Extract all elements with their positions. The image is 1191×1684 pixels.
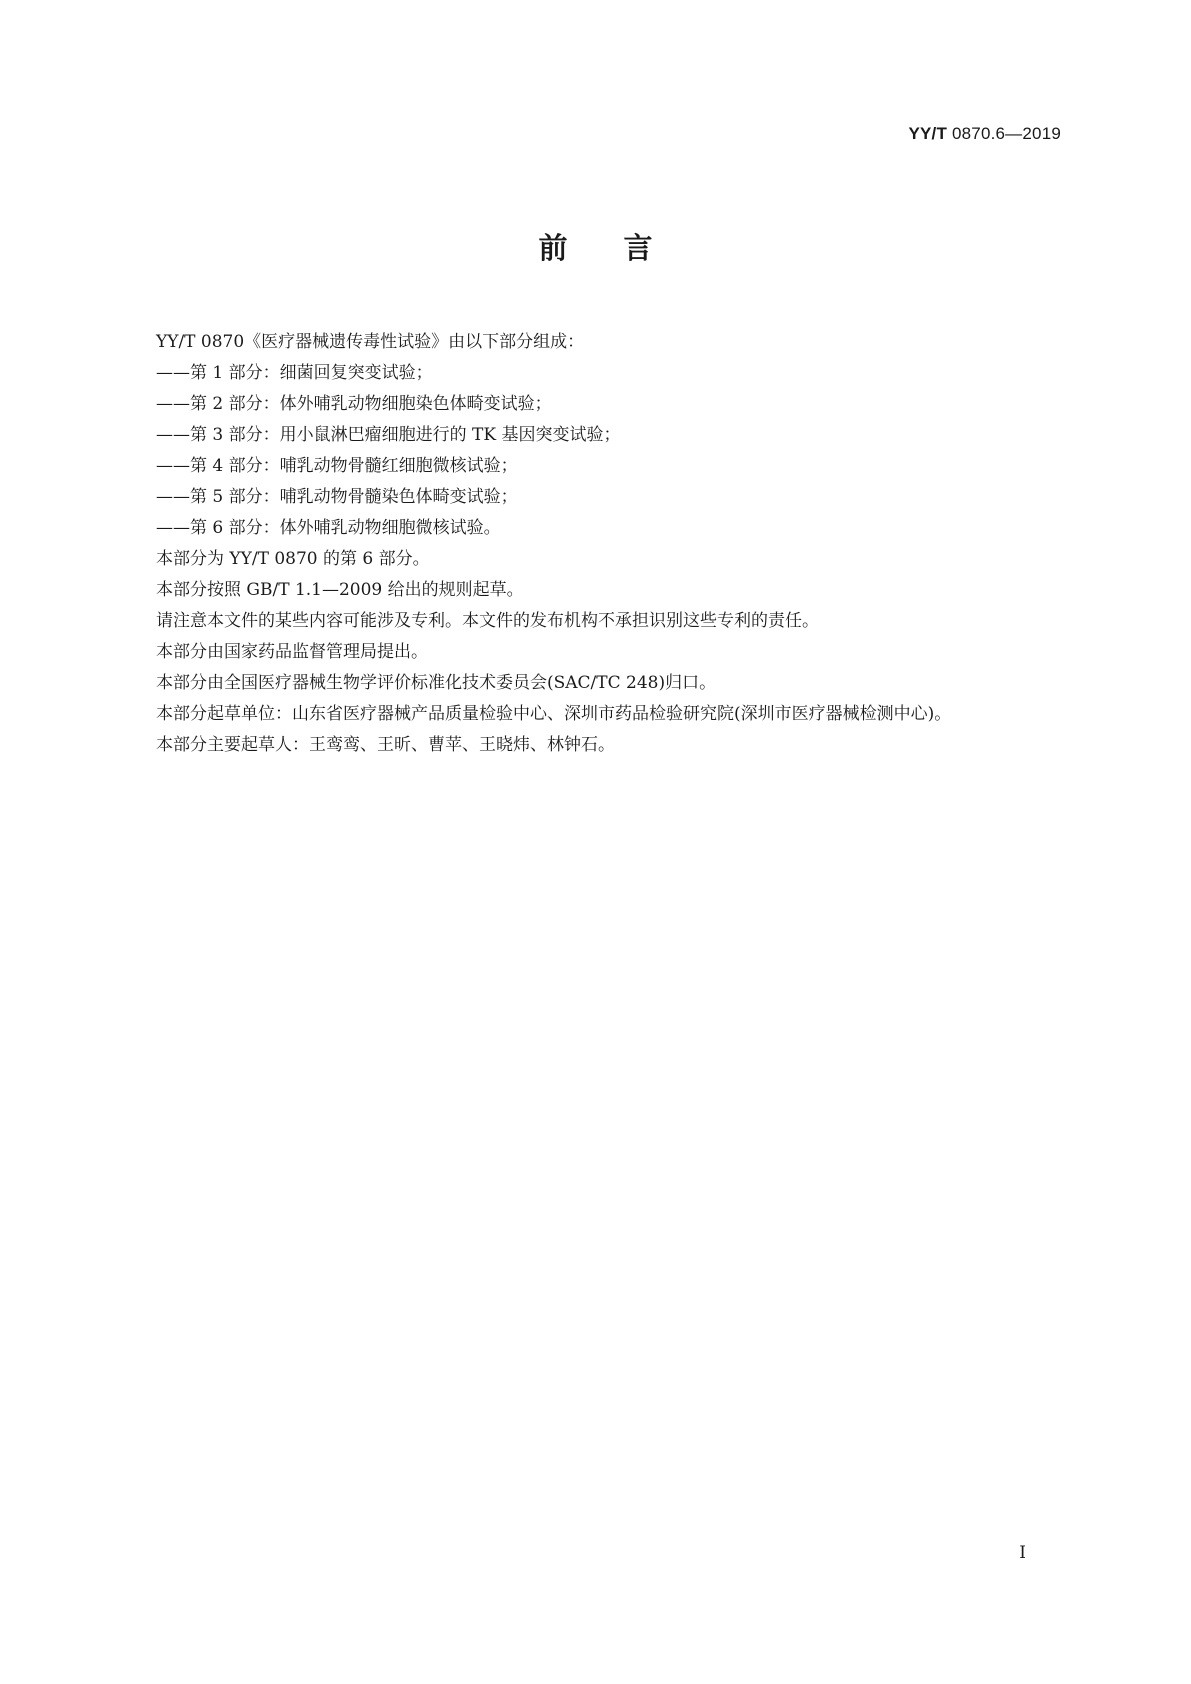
part-list-item: ——第 5 部分：哺乳动物骨髓染色体畸变试验； (156, 487, 518, 507)
proposed-by-paragraph: 本部分由国家药品监督管理局提出。 (156, 642, 428, 662)
part-list-item: ——第 6 部分：体外哺乳动物细胞微核试验。 (156, 518, 501, 538)
part-list-item: ——第 2 部分：体外哺乳动物细胞染色体畸变试验； (156, 394, 552, 414)
page-title: 前言 (538, 231, 709, 265)
drafting-units-paragraph: 本部分起草单位：山东省医疗器械产品质量检验中心、深圳市药品检验研究院(深圳市医疗器械检测中心)。 (156, 704, 952, 724)
this-part-paragraph: 本部分为 YY/T 0870 的第 6 部分。 (156, 549, 430, 569)
drafters-paragraph: 本部分主要起草人：王鸾鸾、王昕、曹苹、王晓炜、林钟石。 (156, 735, 615, 755)
part-list-item: ——第 3 部分：用小鼠淋巴瘤细胞进行的 TK 基因突变试验； (156, 425, 621, 445)
part-list-item: ——第 1 部分：细菌回复突变试验； (156, 363, 433, 383)
foreword-body (122, 327, 1062, 761)
intro-paragraph: YY/T 0870《医疗器械遗传毒性试验》由以下部分组成： (156, 332, 585, 352)
standard-prefix: YY/T (908, 124, 948, 143)
page-number: I (1019, 1543, 1026, 1563)
patent-notice-paragraph: 请注意本文件的某些内容可能涉及专利。本文件的发布机构不承担识别这些专利的责任。 (156, 611, 819, 631)
drafting-rules-paragraph: 本部分按照 GB/T 1.1—2009 给出的规则起草。 (156, 580, 524, 600)
jurisdiction-paragraph: 本部分由全国医疗器械生物学评价标准化技术委员会(SAC/TC 248)归口。 (156, 673, 717, 693)
standard-code (908, 124, 1061, 144)
part-list-item: ——第 4 部分：哺乳动物骨髓红细胞微核试验； (156, 456, 518, 476)
standard-number: 0870.6—2019 (951, 124, 1061, 143)
